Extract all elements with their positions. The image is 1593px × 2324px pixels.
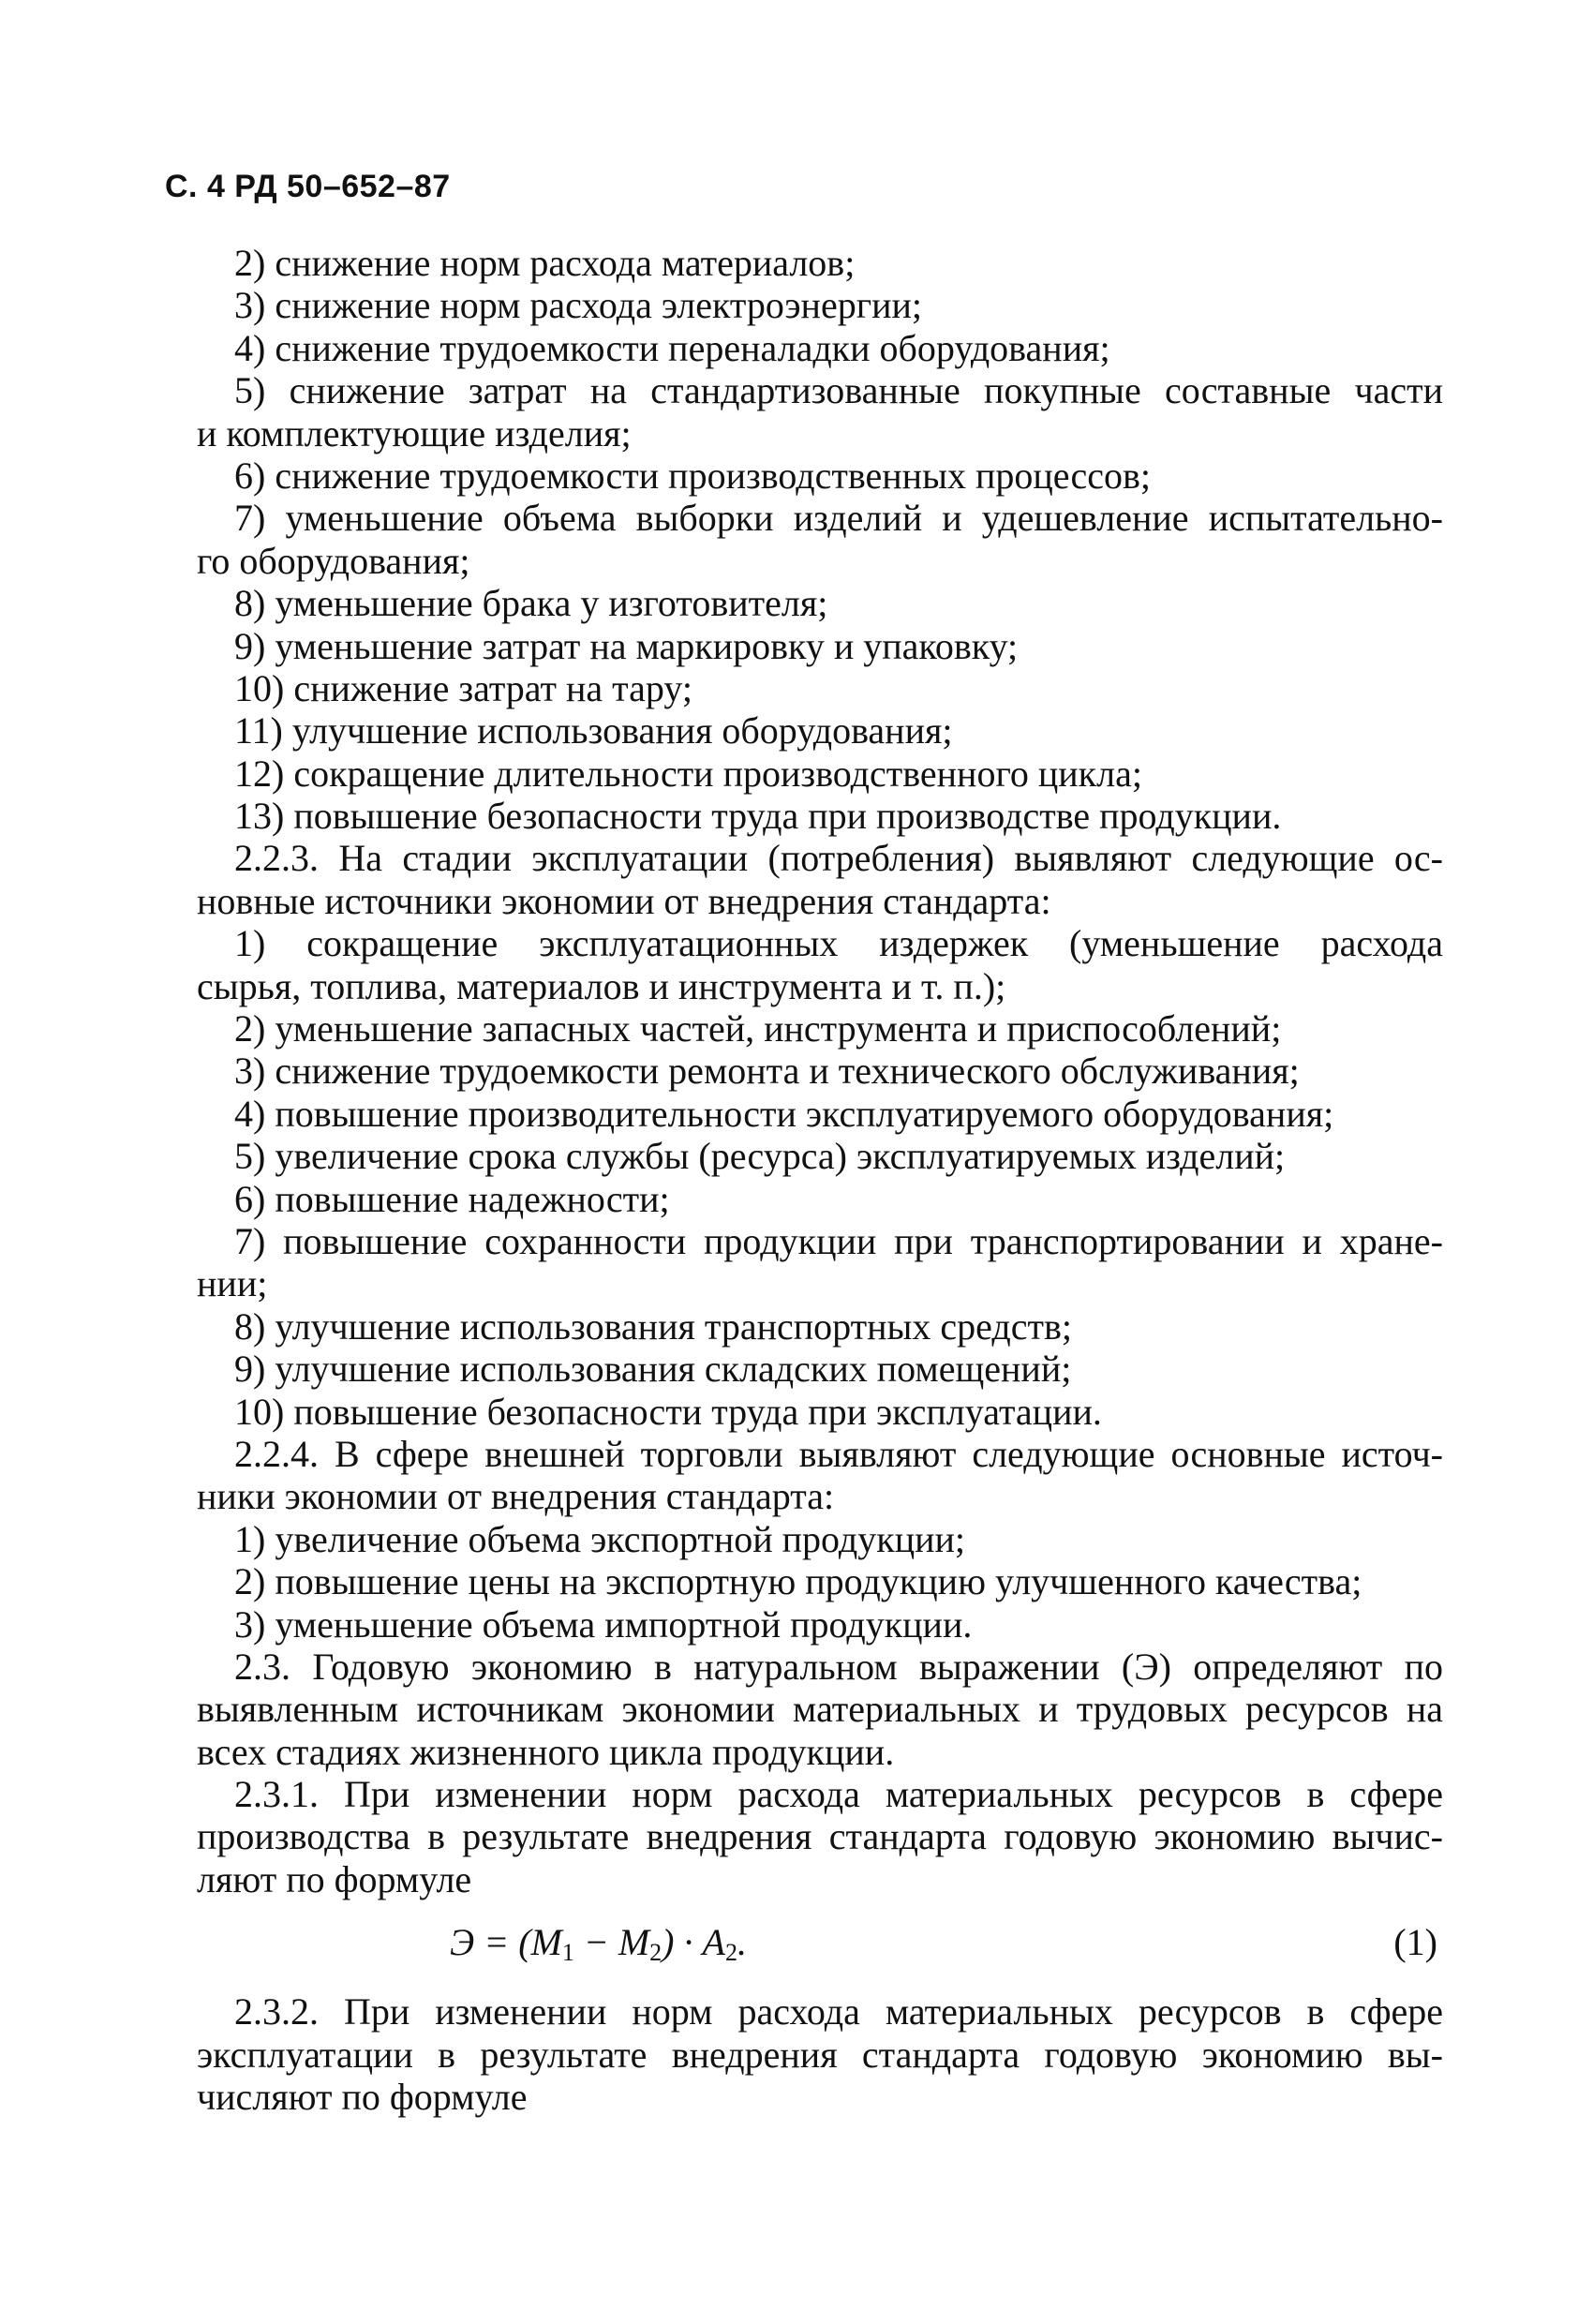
text-lines-after-formula <box>197 1990 1443 2118</box>
text-line: 2.2.3. На стадии эксплуатации (потребления) выявляют следующие ос- <box>234 837 1443 880</box>
text-line: 2) снижение норм расхода материалов; <box>234 242 856 284</box>
text-line: производства в результате внедрения стандарта годовую экономию вычис- <box>197 1815 1443 1858</box>
text-line: 7) уменьшение объема выборки изделий и удешевление испытательно- <box>234 497 1443 540</box>
formula-sub-2: 2 <box>649 1939 663 1967</box>
formula-minus: − <box>573 1921 618 1964</box>
text-line: выявленным источникам экономии материальных и трудовых ресурсов на <box>197 1688 1443 1731</box>
text-line: всех стадиях жизненного цикла продукции. <box>197 1730 895 1773</box>
text-line: 2.3.1. При изменении норм расхода материальных ресурсов в сфере <box>234 1773 1443 1816</box>
text-line: 3) снижение трудоемкости ремонта и технического обслуживания; <box>234 1050 1300 1093</box>
formula-lhs: Э <box>450 1921 475 1964</box>
text-line: эксплуатации в результате внедрения стандарта годовую экономию вы- <box>197 2033 1443 2076</box>
text-line: 7) повышение сохранности продукции при транспортировании и хране- <box>234 1219 1443 1262</box>
text-line: 13) повышение безопасности труда при производстве продукции. <box>234 795 1282 838</box>
text-line: 1) увеличение объема экспортной продукции; <box>234 1517 966 1560</box>
text-line: 9) улучшение использования складских помещений; <box>234 1348 1072 1391</box>
text-line: 6) повышение надежности; <box>234 1177 670 1220</box>
text-line: 3) уменьшение объема импортной продукции. <box>234 1602 973 1646</box>
formula-m2: M <box>618 1921 650 1964</box>
text-line: 8) уменьшение брака у изготовителя; <box>234 582 828 625</box>
formula-equals: = ( <box>474 1921 531 1964</box>
text-line: 6) снижение трудоемкости производственных процессов; <box>234 454 1152 497</box>
text-line: го оборудования; <box>197 539 470 582</box>
formula-a: A <box>702 1921 725 1964</box>
text-line: 2.2.4. В сфере внешней торговли выявляют следующие основные источ- <box>234 1432 1443 1475</box>
text-line: новные источники экономии от внедрения стандарта: <box>197 879 1051 922</box>
text-line: 5) снижение затрат на стандартизованные покупные составные части <box>234 369 1443 412</box>
formula-sub-1: 1 <box>561 1939 574 1967</box>
text-line: 2) повышение цены на экспортную продукцию улучшенного качества; <box>234 1560 1362 1603</box>
text-line: и комплектующие изделия; <box>197 411 632 454</box>
formula-end: . <box>737 1921 747 1964</box>
text-line: 10) повышение безопасности труда при эксплуатации. <box>234 1390 1102 1433</box>
text-line: 8) улучшение использования транспортных средств; <box>234 1304 1072 1348</box>
body-text <box>197 242 1443 2118</box>
formula-row <box>197 1910 1443 1983</box>
text-line: 2.3. Годовую экономию в натуральном выражении (Э) определяют по <box>234 1645 1443 1688</box>
text-line: 10) снижение затрат на тару; <box>234 666 692 709</box>
formula-m1: M <box>530 1921 562 1964</box>
text-line: 2.3.2. При изменении норм расхода материальных ресурсов в сфере <box>234 1990 1443 2034</box>
text-line: 1) сокращение эксплуатационных издержек (уменьшение расхода <box>234 922 1443 965</box>
text-line: 9) уменьшение затрат на маркировку и упаковку; <box>234 624 1019 667</box>
text-line: сырья, топлива, материалов и инструмента и т. п.); <box>197 964 1006 1007</box>
page-header: С. 4 РД 50–652–87 <box>165 169 451 204</box>
text-line: нии; <box>197 1262 268 1305</box>
text-line: ники экономии от внедрения стандарта: <box>197 1475 835 1518</box>
text-line: 11) улучшение использования оборудования; <box>234 709 953 752</box>
text-line: 12) сокращение длительности производственного цикла; <box>234 752 1142 795</box>
formula-sub-3: 2 <box>724 1939 737 1967</box>
formula-close: ) · <box>662 1921 703 1964</box>
text-line: 2) уменьшение запасных частей, инструмента и приспособлений; <box>234 1007 1282 1050</box>
text-line: 5) увеличение срока службы (ресурса) эксплуатируемых изделий; <box>234 1135 1286 1178</box>
text-line: 3) снижение норм расхода электроэнергии; <box>234 284 923 327</box>
formula-number: (1) <box>1393 1921 1437 1964</box>
formula-1 <box>450 1921 747 1974</box>
text-lines <box>197 242 1443 1900</box>
text-line: числяют по формуле <box>197 2076 528 2119</box>
text-line: ляют по формуле <box>197 1857 472 1900</box>
text-line: 4) повышение производительности эксплуатируемого оборудования; <box>234 1092 1334 1135</box>
text-line: 4) снижение трудоемкости переналадки оборудования; <box>234 326 1110 369</box>
